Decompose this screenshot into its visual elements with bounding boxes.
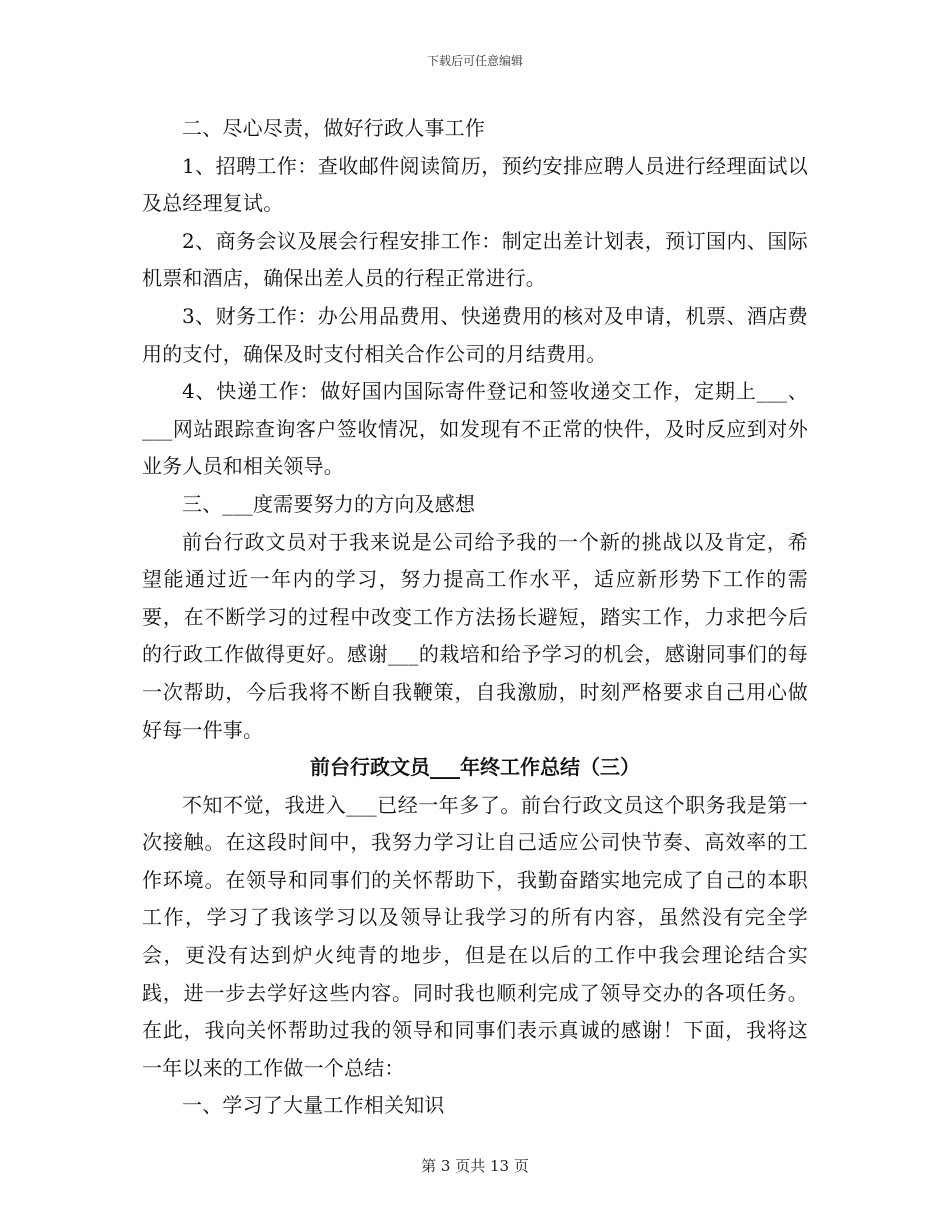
paragraph-finance: 3、财务工作：办公用品费用、快递费用的核对及申请，机票、酒店费用的支付，确保及时支付相关合作公司的月结费用。	[142, 303, 808, 366]
paragraph-express: 4、快递工作：做好国内国际寄件登记和签收递交工作，定期上___、___网站跟踪查询客户签收情况，如发现有不正常的快件，及时反应到对外业务人员和相关领导。	[142, 379, 808, 479]
paragraph-business-meetings: 2、商务会议及展会行程安排工作：制定出差计划表，预订国内、国际机票和酒店，确保出差人员的行程正常进行。	[142, 228, 808, 291]
paragraph-intro: 不知不觉，我进入___已经一年多了。前台行政文员这个职务我是第一次接触。在这段时间中，我努力学习让自己适应公司快节奏、高效率的工作环境。在领导和同事们的关怀帮助下，我勤奋踏实地完成了自己的本职工作，学习了我该学习以及领导让我学习的所有内容，虽然没有完全学会，更没有达到炉火纯青的地步，但是在以后的工作中我会理论结合实践，进一步去学好这些内容。同时我也顺利完成了领导交办的各项任务。在此，我向关怀帮助过我的领导和同事们表示真诚的感谢！下面，我将这一年以来的工作做一个总结：	[142, 792, 808, 1080]
document-body	[142, 110, 808, 1125]
paragraph-reflection: 前台行政文员对于我来说是公司给予我的一个新的挑战以及肯定，希望能通过近一年内的学习，努力提高工作水平，适应新形势下工作的需要，在不断学习的过程中改变工作方法扬长避短，踏实工作，力求把今后的行政工作做得更好。感谢___的栽培和给予学习的机会，感谢同事们的每一次帮助，今后我将不断自我鞭策，自我激励，时刻严格要求自己用心做好每一件事。	[142, 529, 808, 742]
paragraph-recruitment: 1、招聘工作：查收邮件阅读简历，预约安排应聘人员进行经理面试以及总经理复试。	[142, 153, 808, 216]
section-heading-1: 一、学习了大量工作相关知识	[182, 1093, 445, 1118]
section-heading-3: 三、___度需要努力的方向及感想	[182, 491, 476, 516]
page-footer: 第 3 页共 13 页	[421, 1157, 529, 1175]
section-title: 前台行政文员___年终工作总结（三）	[310, 755, 640, 780]
page-header: 下载后可任意编辑	[426, 54, 523, 68]
section-heading-2: 二、尽心尽责，做好行政人事工作	[182, 116, 485, 140]
